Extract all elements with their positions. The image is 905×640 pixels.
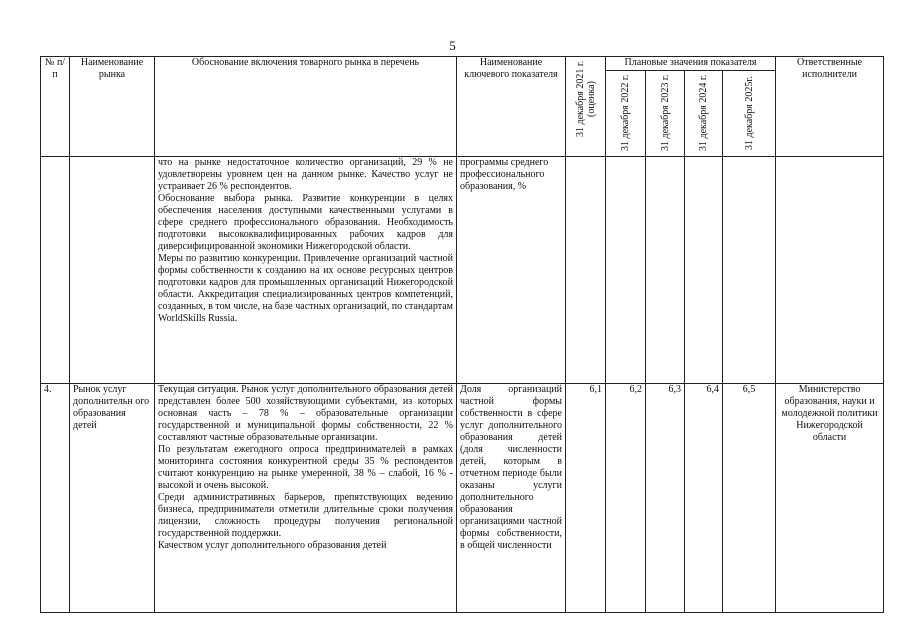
col-2021-label: 31 декабря 2021 г. (оценка) — [574, 60, 597, 138]
market-table — [40, 56, 884, 613]
col-2025-label: 31 декабря 2025г. — [743, 76, 755, 150]
row-value-2021 — [566, 157, 606, 384]
row-value-2024 — [685, 157, 723, 384]
justification-paragraph: что на рынке недостаточное количество организаций, 29 % не удовлетворены уровнем цен на данном рынке. Качество услуг не устраивает 26 % респондентов. — [158, 157, 453, 192]
row-value-2023 — [646, 157, 685, 384]
col-2022-label: 31 декабря 2022 г. — [620, 74, 631, 152]
col-2024-header — [685, 71, 723, 157]
row-value-2021: 6,1 — [566, 384, 606, 613]
col-2021-header — [566, 57, 606, 157]
page-number: 5 — [449, 38, 456, 53]
col-num-header: № п/п — [41, 57, 70, 157]
row-market: Рынок услуг дополнительн ого образования детей — [70, 384, 155, 613]
row-indicator: Доля организаций частной формы собственности в сфере услуг дополнительного образования детей (доля численности детей, которым в отчетном периоде были оказаны услуги дополнительного образования организациями частной формы собственности, в общей численности — [457, 384, 566, 613]
planned-values-header: Плановые значения показателя — [606, 57, 776, 71]
row-responsible: Министерство образования, науки и молодежной политики Нижегородской области — [776, 384, 884, 613]
col-justification-header: Обоснование включения товарного рынка в перечень — [155, 57, 457, 157]
row-value-2023: 6,3 — [646, 384, 685, 613]
col-market-header: Наименование рынка — [70, 57, 155, 157]
justification-paragraph: Текущая ситуация. Рынок услуг дополнительного образования детей представлен более 500 хозяйствующими субъектами, из которых основная часть – 78 % – образовательные организации государственной и муниципальной формы собственности, 22 % составляют частные образовательные организации. — [158, 384, 453, 443]
col-responsible-header: Ответственные исполнители — [776, 57, 884, 157]
row-value-2025 — [723, 157, 776, 384]
table-row — [41, 157, 884, 384]
justification-paragraph: Меры по развитию конкуренции. Привлечение организаций частной формы собственности к созданию на их основе ресурсных центров подготовки кадров для промышленных организаций Нижегородской области. Аккредитация специализированных центров компетенций, созданных, в том числе, на базе частных организаций, по стандартам WorldSkills Russia. — [158, 253, 453, 324]
col-2022-header — [606, 71, 646, 157]
row-value-2025: 6,5 — [723, 384, 776, 613]
table-row — [41, 384, 884, 613]
row-justification — [155, 157, 457, 384]
row-justification — [155, 384, 457, 613]
row-market — [70, 157, 155, 384]
header-row — [41, 57, 884, 71]
col-2024-label: 31 декабря 2024 г. — [698, 74, 709, 152]
col-2023-header — [646, 71, 685, 157]
row-value-2024: 6,4 — [685, 384, 723, 613]
justification-paragraph: Обоснование выбора рынка. Развитие конкуренции в целях обеспечения населения доступными качественными услугами в сфере среднего профессионального образования. Необходимость подготовки высококвалифицированных рабочих кадров для диверсифицированной экономики Нижегородской области. — [158, 193, 453, 252]
col-indicator-header: Наименование ключевого показателя — [457, 57, 566, 157]
justification-paragraph: Качеством услуг дополнительного образования детей — [158, 540, 387, 551]
row-value-2022 — [606, 157, 646, 384]
row-indicator: программы среднего профессионального образования, % — [457, 157, 566, 384]
row-value-2022: 6,2 — [606, 384, 646, 613]
col-2023-label: 31 декабря 2023 г. — [659, 74, 671, 152]
row-num — [41, 157, 70, 384]
col-2025-header — [723, 71, 776, 157]
row-responsible — [776, 157, 884, 384]
row-num: 4. — [41, 384, 70, 613]
justification-paragraph: Среди административных барьеров, препятствующих ведению бизнеса, предприниматели отметили длительные сроки получения лицензии, сложность процедуры получения региональной государственной поддержки. — [158, 492, 453, 539]
justification-paragraph: По результатам ежегодного опроса предпринимателей в рамках мониторинга состояния конкурентной среды 35 % респондентов считают конкуренцию на рынке умеренной, 38 % – слабой, 16 % - высокой и очень высокой. — [158, 444, 453, 491]
